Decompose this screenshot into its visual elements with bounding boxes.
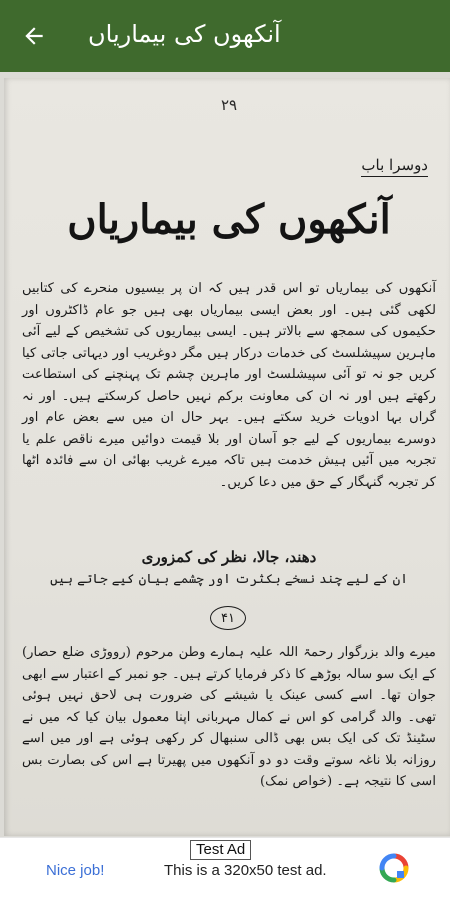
test-ad-badge: Test Ad: [190, 840, 251, 860]
ad-headline[interactable]: Nice job!: [46, 862, 105, 879]
book-page-viewer[interactable]: [0, 72, 450, 837]
ad-banner[interactable]: [0, 837, 450, 900]
app-bar: [0, 0, 450, 72]
back-button[interactable]: [16, 18, 52, 54]
page-number: ۲۹: [220, 96, 238, 114]
scanned-page: [4, 78, 450, 836]
app-bar-title: آنکھوں کی بیماریاں: [88, 20, 281, 48]
chapter-label: دوسرا باب: [361, 156, 428, 177]
ad-body-text[interactable]: This is a 320x50 test ad.: [164, 862, 327, 879]
arrow-left-icon: [21, 23, 47, 49]
intro-paragraph: آنکھوں کی بیماریاں تو اس قدر ہیں کہ ان پر بیسیوں منحرے کی کتابیں لکھی گئی ہیں۔ اور بعض ایسی بیماریاں بھی ہیں جو عام ڈاکٹروں اور حکیموں کی سمجھ سے بالاتر ہیں۔ ایسی بیماریوں کی تشخیص کے لیے آئی ماہرین سپیشلسٹ کی خدمات درکار ہیں مگر دوغریب اور دیہاتی جاتی کیا کریں جو نہ تو آئی سپیشلسٹ اور ماہرین چشم تک پہنچنے کی استطاعت رکھتے ہیں اور نہ ان کی معاونت برکم نہیں حاصل کرسکتے ہیں۔ اور نہ گراں بہا ادویات خرید سکتے ہیں۔ بہر حال ان میں سے بعض عام اور دوسرے بیماریوں کے لیے جو آسان اور بلا قیمت دوائیں میرے ناقص علم یا تجربہ میں آئیں ہیش خدمت ہیں تاکہ میرے غریب بھائی ان سے فائدہ اٹھا کر تجربہ گنہگار کے حق میں دعا کریں۔: [22, 281, 436, 490]
chapter-title: آنکھوں کی بیماریاں: [67, 196, 391, 243]
section-heading: دھند، جالا، نظر کی کمزوری: [141, 548, 317, 566]
remedy-paragraph: میرے والد بزرگوار رحمۃ اللہ علیہ ہمارے وطن مرحوم (رووڑی ضلع حصار) کے ایک سو سالہ بوڑھے کا ذکر فرمایا کرتے ہیں۔ جو نمبر کے اعتبار سے ابھی جوان تھا۔ اسے کسی عینک یا شیشے کی ضرورت ہی لاحق نہیں ہوئی تھی۔ والد گرامی کو اس نے کمال مہربانی اپنا معمول بیان کیا کہ میں نے سٹینڈ تک کی ایک بس بھی ڈالی سنبھال کر رکھی ہوئی ہے اور میں اسے روزانہ بلا ناغہ سوتے وقت دو دو آنکھوں میں پھیرتا ہے اس کی بصارت بس اسی کا نتیجہ ہے۔ (خواص نمک): [22, 645, 436, 789]
remedy-number: ۴۱: [210, 606, 246, 630]
section-subheading: ان کے لیے چند نسخے بکثرت اور چشمے بیان کیے جاتے ہیں: [50, 572, 408, 587]
ad-network-logo-icon[interactable]: [378, 852, 410, 884]
